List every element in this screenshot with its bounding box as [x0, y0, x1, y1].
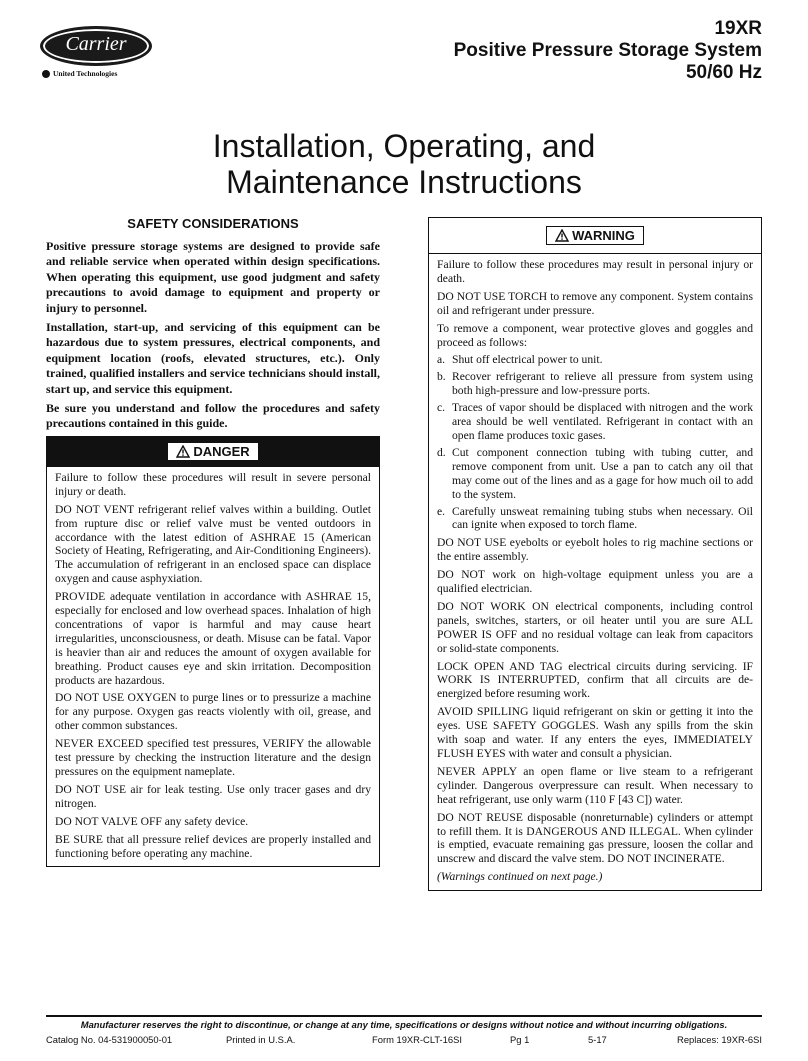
warning-label-text: WARNING — [572, 228, 635, 243]
warning-paragraph: AVOID SPILLING liquid refrigerant on skin or getting it into the eyes. USE SAFETY GOGGLES. Wash any spills from the skin with soap and water. If any enters the eyes, IMMEDIATELY FLUSH EYES with water and consult a physician. — [437, 705, 753, 760]
procedure-step — [437, 446, 753, 502]
step-marker: b. — [437, 370, 446, 384]
publish-date: 5-17 — [588, 1034, 607, 1045]
page-number: Pg 1 — [510, 1034, 530, 1045]
page-title — [0, 128, 808, 200]
safety-heading: SAFETY CONSIDERATIONS — [127, 216, 299, 231]
form-number: Form 19XR-CLT-16SI — [372, 1034, 462, 1045]
procedure-list — [437, 353, 753, 532]
procedure-step — [437, 370, 753, 398]
carrier-logo — [40, 26, 158, 78]
warning-label — [546, 226, 644, 245]
procedure-step — [437, 353, 753, 367]
right-column — [428, 217, 762, 891]
printed-in: Printed in U.S.A. — [226, 1034, 296, 1045]
replaces: Replaces: 19XR-6SI — [677, 1034, 762, 1045]
warning-triangle-icon — [555, 229, 569, 242]
safety-paragraph: Installation, start-up, and servicing of this equipment can be hazardous due to system pressures, electrical components, and equipment location (roofs, elevated structures, etc.). Only trained, qualified installers and service technicians should install, start up, and service this equipment. — [46, 320, 380, 396]
danger-paragraph: BE SURE that all pressure relief devices are properly installed and functioning before operating any machine. — [55, 832, 371, 860]
danger-header — [47, 437, 379, 467]
title-line-1: Installation, Operating, and — [212, 128, 596, 164]
danger-box — [46, 436, 380, 868]
step-text: Traces of vapor should be displaced with nitrogen and the work area should be well ventilated. Refrigerant in contact with an open flame produces toxic gases. — [452, 401, 753, 442]
warning-paragraph: NEVER APPLY an open flame or live steam to a refrigerant cylinder. Dangerous overpressure can result. When necessary to heat refrigerant, use only warm (110 F [43 C]) water. — [437, 764, 753, 806]
step-text: Shut off electrical power to unit. — [452, 353, 603, 367]
warning-box — [428, 217, 762, 891]
warning-paragraph: DO NOT WORK ON electrical components, including control panels, switches, starters, or oil heater until you are sure ALL POWER IS OFF and no residual voltage can leak from capacitors or solid-state components. — [437, 599, 753, 655]
product-header — [454, 18, 762, 84]
warning-paragraph: DO NOT USE eyebolts or eyebolt holes to rig machine sections or the entire assembly. — [437, 536, 753, 564]
warning-paragraph: Failure to follow these procedures may result in personal injury or death. — [437, 258, 753, 285]
footer-divider — [46, 1015, 762, 1017]
safety-paragraph: Positive pressure storage systems are designed to provide safe and reliable service when operated within design specifications. When operating this equipment, use good judgment and safety precautions to avoid damage to equipment and property or injury to personnel. — [46, 239, 380, 315]
step-text: Recover refrigerant to relieve all pressure from system using both high-pressure and low-pressure ports. — [452, 370, 753, 398]
safety-intro — [46, 239, 380, 432]
danger-paragraph: NEVER EXCEED specified test pressures, VERIFY the allowable test pressure by checking the instruction literature and the design pressures on the equipment nameplate. — [55, 737, 371, 778]
continued-note: (Warnings continued on next page.) — [437, 870, 603, 884]
danger-paragraph: DO NOT USE OXYGEN to purge lines or to pressurize a machine for any purpose. Oxygen gas reacts violently with oil, grease, and other common substances. — [55, 691, 371, 733]
warning-paragraph: DO NOT work on high-voltage equipment unless you are a qualified electrician. — [437, 568, 753, 596]
danger-body — [47, 467, 379, 867]
warning-paragraph: DO NOT USE TORCH to remove any component. System contains oil and refrigerant under pressure. — [437, 289, 753, 317]
procedure-step — [437, 505, 753, 533]
warning-triangle-icon — [176, 445, 190, 458]
step-marker: a. — [437, 353, 446, 367]
danger-paragraph: DO NOT VALVE OFF any safety device. — [55, 814, 249, 828]
logo-text: Carrier — [65, 33, 127, 55]
step-text: Cut component connection tubing with tubing cutter, and remove component from unit. Use a pan to catch any oil that may come out of the lines and as a gage for how much oil to add to the system. — [452, 445, 753, 501]
step-marker: e. — [437, 504, 446, 518]
warning-body — [429, 254, 761, 890]
danger-label — [168, 443, 257, 460]
danger-label-text: DANGER — [193, 444, 250, 460]
danger-paragraph: DO NOT VENT refrigerant relief valves within a building. Outlet from rupture disc or relief valve must be vented outdoors in accordance with the latest edition of ASHRAE 15 (American Society of Heating, Refrigerating, and Air-Conditioning Engineers). The accumulation of refrigerant in an enclosed space can displace oxygen and cause asphyxiation. — [55, 502, 371, 586]
catalog-number: Catalog No. 04-531900050-01 — [46, 1034, 173, 1045]
footer-notice: Manufacturer reserves the right to discontinue, or change at any time, specifications or designs without notice and without incurring obligations. — [80, 1019, 728, 1030]
step-text: Carefully unsweat remaining tubing stubs when necessary. Oil can ignite when exposed to torch flame. — [452, 504, 753, 532]
procedure-step — [437, 401, 753, 443]
logo-subtitle-text: United Technologies — [53, 69, 118, 78]
model-number: 19XR — [714, 18, 762, 39]
warning-header — [429, 218, 761, 254]
title-line-2: Maintenance Instructions — [226, 164, 582, 200]
warning-paragraph: LOCK OPEN AND TAG electrical circuits during servicing. IF WORK IS INTERRUPTED, confirm that all circuits are de-energized before resuming work. — [437, 659, 753, 701]
left-column — [46, 216, 380, 867]
logo-subtitle — [42, 69, 117, 78]
danger-paragraph: DO NOT USE air for leak testing. Use only tracer gases and dry nitrogen. — [55, 782, 371, 810]
danger-paragraph: Failure to follow these procedures will result in severe personal injury or death. — [55, 470, 371, 498]
warning-paragraph: DO NOT REUSE disposable (nonreturnable) cylinders or attempt to refill them. It is DANGEROUS AND ILLEGAL. When cylinder is emptied, evacuate remaining gas pressure, loosen the collar and unscrew and discard the valve stem. DO NOT INCINERATE. — [437, 810, 753, 866]
frequency: 50/60 Hz — [685, 62, 762, 83]
step-marker: c. — [437, 401, 446, 415]
united-technologies-icon — [42, 70, 50, 78]
safety-paragraph: Be sure you understand and follow the procedures and safety precautions contained in this guide. — [46, 401, 380, 431]
warning-paragraph: To remove a component, wear protective gloves and goggles and proceed as follows: — [437, 321, 753, 349]
product-name: Positive Pressure Storage System — [453, 40, 762, 61]
step-marker: d. — [437, 445, 446, 459]
danger-paragraph: PROVIDE adequate ventilation in accordance with ASHRAE 15, especially for enclosed and low overhead spaces. Inhalation of high concentrations of vapor is harmful and may cause heart irregularities, unconsciousness, or death. Misuse can be fatal. Vapor is heavier than air and reduces the amount of oxygen available for breathing. Product causes eye and skin irritation. Decomposition products are hazardous. — [55, 590, 371, 687]
